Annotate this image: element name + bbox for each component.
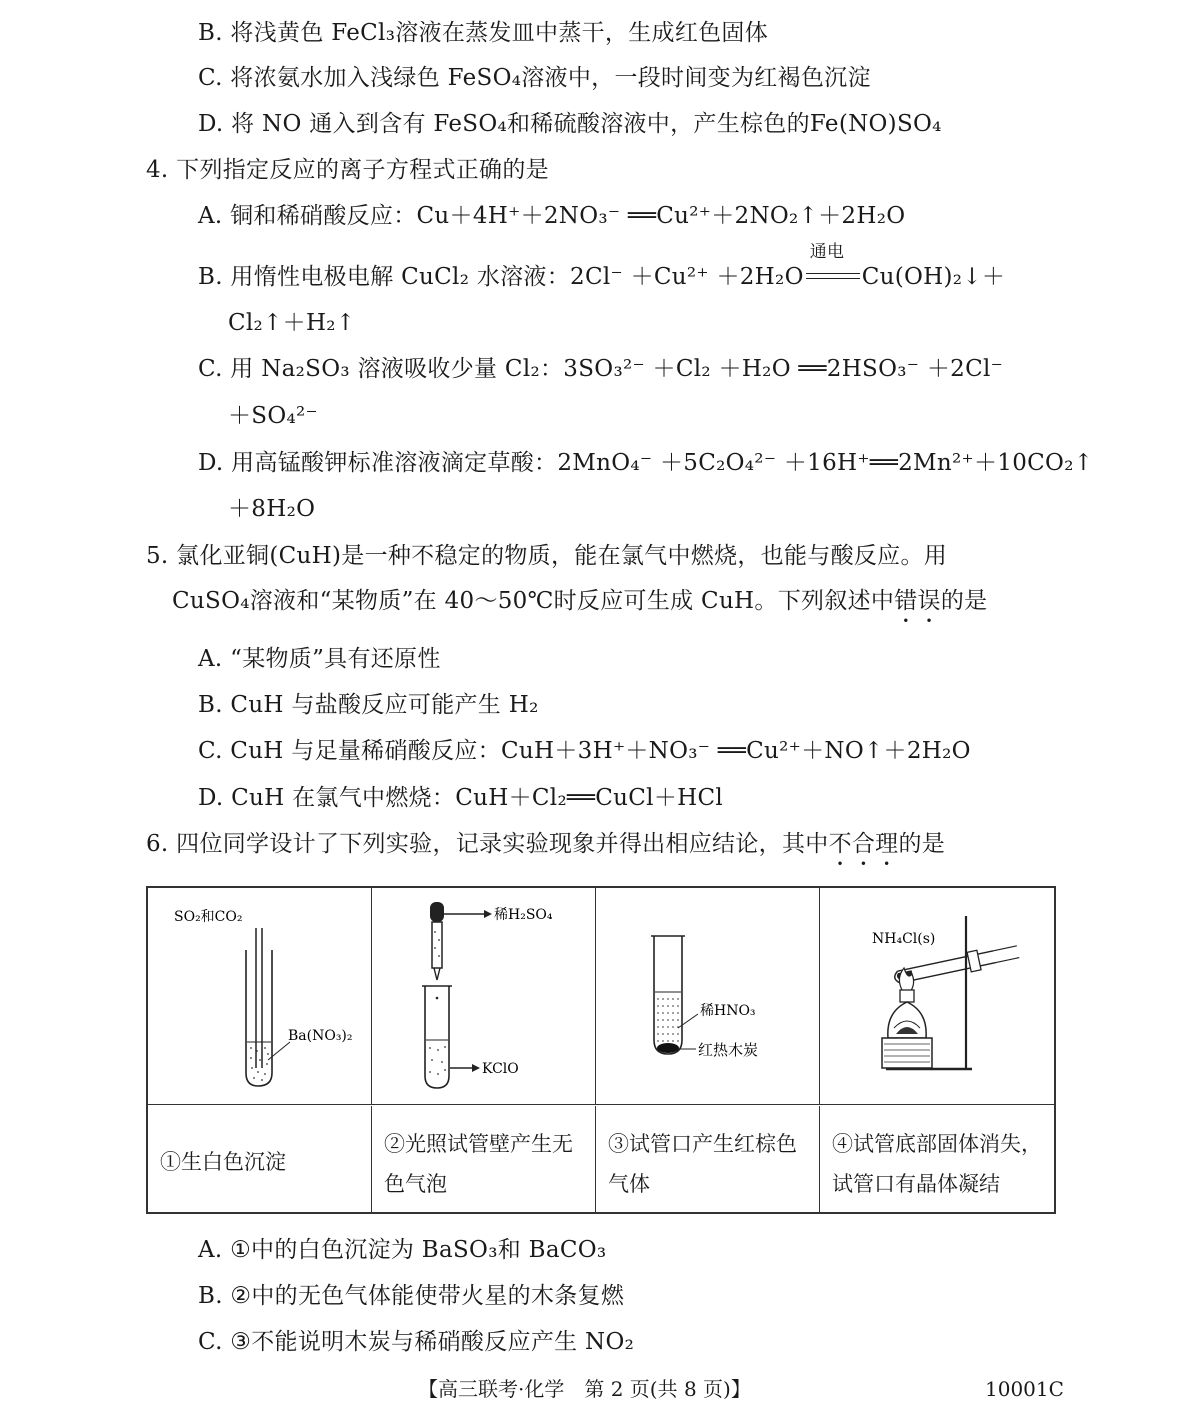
experiment-2-figure xyxy=(372,888,596,1104)
exp1-solution-label: Ba(NO₃)₂ xyxy=(288,1028,353,1044)
q4-option-d-cont: ＋8H₂O xyxy=(228,496,316,522)
q6-stem xyxy=(146,829,945,871)
q4-option-c-cont: ＋SO₄²⁻ xyxy=(228,403,318,429)
q6-option-b: B. ②中的无色气体能使带火星的木条复燃 xyxy=(198,1283,625,1309)
q3-option-c: C. 将浓氨水加入浅绿色 FeSO₄溶液中，一段时间变为红褐色沉淀 xyxy=(198,65,871,91)
phenomenon-1: ①生白色沉淀 xyxy=(148,1106,372,1214)
experiment-4-figure xyxy=(820,888,1054,1104)
phenomenon-2: ②光照试管壁产生无色气泡 xyxy=(372,1106,596,1214)
phenomenon-4: ④试管底部固体消失，试管口有晶体凝结 xyxy=(832,1132,1042,1196)
experiment-4-diagram xyxy=(820,888,1052,1102)
wooden-block xyxy=(882,1038,932,1068)
exp3-charcoal xyxy=(657,1043,679,1053)
q4-option-c: C. 用 Na₂SO₃ 溶液吸收少量 Cl₂：3SO₃²⁻ ＋Cl₂ ＋H₂O ══2HSO₃⁻ ＋2Cl⁻ xyxy=(198,356,1004,382)
q4-option-d: D. 用高锰酸钾标准溶液滴定草酸：2MnO₄⁻ ＋5C₂O₄²⁻ ＋16H⁺══2Mn²⁺＋10CO₂↑ xyxy=(198,450,1094,476)
exp3-acid xyxy=(657,999,679,1041)
q6-option-a: A. ①中的白色沉淀为 BaSO₃和 BaCO₃ xyxy=(198,1237,607,1263)
phenomenon-3: ③试管口产生红棕色气体 xyxy=(596,1106,820,1214)
q6-stem-text: 6. 四位同学设计了下列实验，记录实验现象并得出相应结论，其中 xyxy=(146,831,829,857)
exp1-solution xyxy=(250,1047,269,1081)
q4b-equation-left: B. 用惰性电极电解 CuCl₂ 水溶液：2Cl⁻ ＋Cu²⁺ ＋2H₂O xyxy=(198,264,804,290)
q5-emphasis: 错误 xyxy=(894,588,941,614)
q4-option-b-cont: Cl₂↑＋H₂↑ xyxy=(228,310,356,336)
exp3-solid-label: 红热木炭 xyxy=(698,1041,759,1059)
q5-stem-cont xyxy=(172,586,987,628)
q4-option-b xyxy=(198,242,1006,292)
exp2-solution-label: KClO xyxy=(482,1061,519,1077)
q4-stem: 4. 下列指定反应的离子方程式正确的是 xyxy=(146,157,549,183)
experiment-3-figure xyxy=(596,888,820,1104)
exp4-solid-label: NH₄Cl(s) xyxy=(872,931,936,947)
q5-stem-text: CuSO₄溶液和“某物质”在 40～50℃时反应可生成 CuH。下列叙述中 xyxy=(172,588,895,614)
page-footer-title: 【高三联考·化学 第 2 页(共 8 页)】 xyxy=(418,1377,751,1401)
q6-stem-end: 的是 xyxy=(898,831,946,857)
q6-option-c: C. ③不能说明木炭与稀硝酸反应产生 NO₂ xyxy=(198,1329,635,1355)
exp3-acid-label: 稀HNO₃ xyxy=(700,1003,756,1019)
q5-option-d: D. CuH 在氯气中燃烧：CuH＋Cl₂══CuCl＋HCl xyxy=(198,785,724,811)
experiment-table xyxy=(146,886,1056,1214)
q3-option-d: D. 将 NO 通入到含有 FeSO₄和稀硫酸溶液中，产生棕色的Fe(NO)SO₄ xyxy=(198,111,942,137)
q6-emphasis: 不合理 xyxy=(828,831,899,857)
q5-option-c: C. CuH 与足量稀硝酸反应：CuH＋3H⁺＋NO₃⁻ ══Cu²⁺＋NO↑＋2H₂O xyxy=(198,738,971,764)
table-row-divider xyxy=(148,1104,1054,1105)
q5-stem: 5. 氯化亚铜(CuH)是一种不稳定的物质，能在氯气中燃烧，也能与酸反应。用 xyxy=(146,543,948,569)
experiment-3-diagram xyxy=(596,888,818,1102)
q4b-equation-right: Cu(OH)₂↓＋ xyxy=(861,264,1006,290)
experiment-1-figure xyxy=(148,888,372,1104)
q4-option-a: A. 铜和稀硝酸反应：Cu＋4H⁺＋2NO₃⁻ ══Cu²⁺＋2NO₂↑＋2H₂O xyxy=(198,203,906,229)
page-footer-code: 10001C xyxy=(985,1377,1064,1401)
q5-option-a: A. “某物质”具有还原性 xyxy=(198,646,441,672)
q5-option-b: B. CuH 与盐酸反应可能产生 H₂ xyxy=(198,692,539,718)
exp2-solution xyxy=(429,1046,446,1075)
experiment-1-diagram xyxy=(148,888,370,1102)
q3-option-b: B. 将浅黄色 FeCl₃溶液在蒸发皿中蒸干，生成红色固体 xyxy=(198,20,769,46)
experiment-2-diagram xyxy=(372,888,594,1102)
q4b-condition: 通电 xyxy=(809,242,845,262)
q5-stem-end: 的是 xyxy=(940,588,988,614)
q4b-electrolysis-arrow xyxy=(804,242,862,292)
exp1-gas-label: SO₂和CO₂ xyxy=(174,909,243,925)
exp2-acid-label: 稀H₂SO₄ xyxy=(494,907,553,923)
